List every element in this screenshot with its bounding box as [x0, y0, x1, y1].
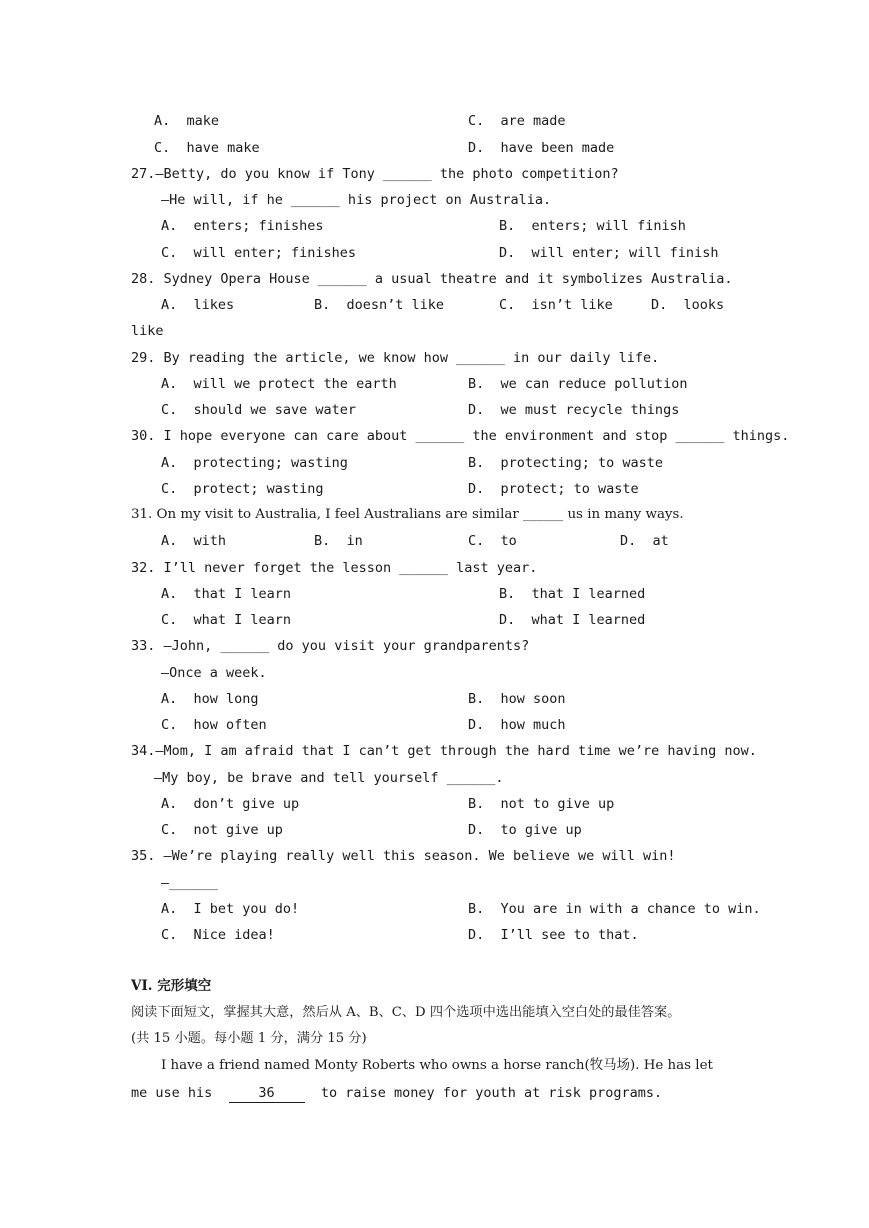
question-35-option-d: D. I’ll see to that.: [468, 927, 639, 943]
question-27-option-b: B. enters; will finish: [499, 218, 686, 234]
question-31-option-d: D. at: [620, 533, 669, 549]
question-28-stem: 28. Sydney Opera House ______ a usual theatre and it symbolizes Australia.: [131, 271, 733, 287]
question-35-option-c: C. Nice idea!: [161, 927, 275, 943]
section-instructions-score: (共 15 小题。每小题 1 分，满分 15 分): [131, 1031, 367, 1046]
question-35-reply: —______: [161, 875, 218, 891]
question-32-option-d: D. what I learned: [499, 612, 646, 628]
question-29-option-b: B. we can reduce pollution: [468, 376, 688, 392]
question-33-option-a: A. how long: [161, 691, 259, 707]
question-30-option-b: B. protecting; to waste: [468, 455, 664, 471]
question-34-option-c: C. not give up: [161, 822, 283, 838]
question-27-reply: —He will, if he ______ his project on Australia.: [161, 192, 552, 208]
passage-text: to raise money for youth at risk programs.: [320, 1085, 663, 1101]
passage-line: I have a friend named Monty Roberts who owns a horse ranch(牧马场). He has let: [161, 1058, 713, 1073]
option-c: C. are made: [468, 113, 566, 129]
question-28-option-b: B. doesn’t like: [314, 297, 445, 313]
question-34-option-b: B. not to give up: [468, 796, 615, 812]
question-32-option-c: C. what I learn: [161, 612, 292, 628]
question-35-option-b: B. You are in with a chance to win.: [468, 901, 761, 917]
passage-text: me use his: [131, 1085, 213, 1101]
question-30-option-a: A. protecting; wasting: [161, 455, 348, 471]
question-33-option-b: B. how soon: [468, 691, 566, 707]
question-31-option-b: B. in: [314, 533, 363, 549]
blank-36: 36: [229, 1084, 305, 1103]
option-c: C. have make: [154, 140, 260, 156]
question-31-option-c: C. to: [468, 533, 517, 549]
question-32-option-b: B. that I learned: [499, 586, 646, 602]
question-27-stem: 27.—Betty, do you know if Tony ______ the photo competition?: [131, 166, 619, 182]
question-30-stem: 30. I hope everyone can care about ______ the environment and stop ______ things.: [131, 428, 790, 444]
question-27-option-c: C. will enter; finishes: [161, 245, 357, 261]
question-35-stem: 35. —We’re playing really well this season. We believe we will win!: [131, 848, 676, 864]
option-a: A. make: [154, 113, 220, 129]
question-31-stem: 31. On my visit to Australia, I feel Australians are similar ______ us in many ways.: [131, 507, 684, 522]
question-33-option-d: D. how much: [468, 717, 566, 733]
question-28-option-d: D. looks: [651, 297, 725, 313]
question-30-option-d: D. protect; to waste: [468, 481, 639, 497]
section-heading: VI. 完形填空: [131, 978, 212, 994]
question-28-option-d-continued: like: [131, 323, 164, 339]
question-31-option-a: A. with: [161, 533, 227, 549]
section-instructions: 阅读下面短文，掌握其大意，然后从 A、B、C、D 四个选项中选出能填入空白处的最佳答案。: [131, 1005, 681, 1020]
question-27-option-d: D. will enter; will finish: [499, 245, 719, 261]
question-29-option-d: D. we must recycle things: [468, 402, 680, 418]
question-29-option-c: C. should we save water: [161, 402, 357, 418]
question-33-reply: —Once a week.: [161, 665, 267, 681]
passage-line: [131, 1084, 662, 1103]
question-35-option-a: A. I bet you do!: [161, 901, 300, 917]
question-34-reply: —My boy, be brave and tell yourself ______.: [154, 770, 504, 786]
question-33-option-c: C. how often: [161, 717, 267, 733]
option-d: D. have been made: [468, 140, 615, 156]
question-28-option-a: A. likes: [161, 297, 235, 313]
question-34-option-a: A. don’t give up: [161, 796, 300, 812]
question-33-stem: 33. —John, ______ do you visit your grandparents?: [131, 638, 530, 654]
question-32-option-a: A. that I learn: [161, 586, 292, 602]
question-30-option-c: C. protect; wasting: [161, 481, 324, 497]
question-34-option-d: D. to give up: [468, 822, 582, 838]
question-29-stem: 29. By reading the article, we know how ______ in our daily life.: [131, 350, 660, 366]
question-28-option-c: C. isn’t like: [499, 297, 613, 313]
question-29-option-a: A. will we protect the earth: [161, 376, 397, 392]
question-32-stem: 32. I’ll never forget the lesson ______ last year.: [131, 560, 538, 576]
question-34-stem: 34.—Mom, I am afraid that I can’t get through the hard time we’re having now.: [131, 743, 757, 759]
question-27-option-a: A. enters; finishes: [161, 218, 324, 234]
